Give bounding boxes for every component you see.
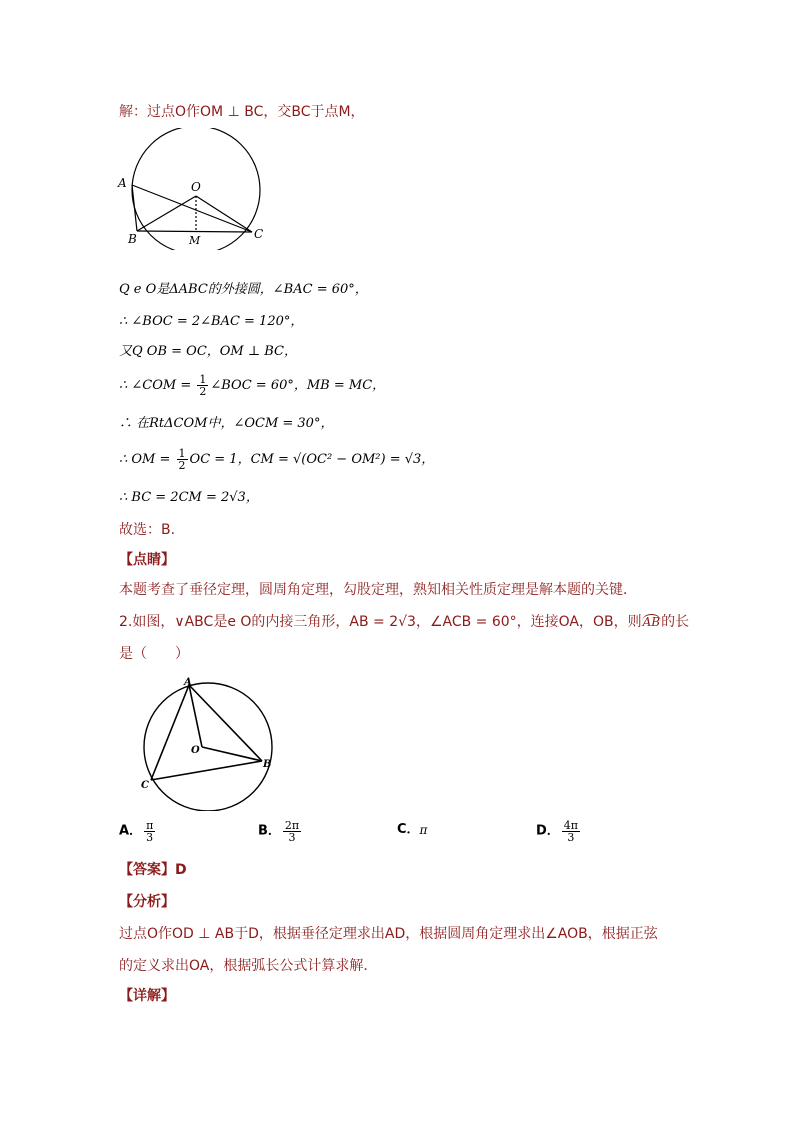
label-A: A [184,677,192,688]
segment-OA [189,685,202,747]
step-6 [119,448,434,472]
label-C: C [254,227,264,241]
option-D-fraction: $\frac{4\pi}{3}$ [563,819,579,844]
option-B-fraction: $\frac{2\pi}{3}$ [284,819,300,844]
option-A-fraction: $\frac{\pi}{3}$ [146,819,154,844]
analysis-heading: 【分析】 [119,894,175,910]
segment-OB [202,747,262,761]
point-text: 本题考查了垂径定理，圆周角定理，勾股定理，熟知相关性质定理是解本题的关键． [119,582,637,598]
figure-1 [114,128,274,250]
option-D[interactable]: D． $\frac{4\pi}{3}$ [536,819,579,844]
label-M: M [189,234,201,247]
step-4-start: ∴ ∠COM = [119,378,196,393]
step-4-rest: ∠BOC = 60°，MB = MC， [210,378,386,393]
question-2-line2: 是（ ） [119,646,189,662]
option-A[interactable]: A． $\frac{\pi}{3}$ [119,819,154,844]
step-5: ∴ 在RtΔCOM中，∠OCM = 30°， [119,416,334,431]
detail-heading: 【详解】 [119,988,175,1004]
point-heading: 【点睛】 [119,552,175,568]
segment-AC [151,685,189,780]
option-C-value: π [419,823,428,837]
step-4 [119,374,385,398]
step-6-start: ∴ OM = [119,452,175,467]
analysis-line1: 过点O作OD ⊥ AB于D，根据垂径定理求出AD，根据圆周角定理求出∠AOB，根据正弦 [119,926,658,942]
label-A: A [118,176,127,190]
label-O: O [191,180,201,194]
question-2-stem: 2.如图，∨ABC是e O的内接三角形，AB = 2√3，∠ACB = 60°，连接OA，OB，则 [119,614,642,630]
segment-AB [189,685,262,761]
fraction-half: $\frac{1}{2}$ [199,373,207,398]
question-2-stem-end: 的长 [661,614,690,630]
analysis-line2: 的定义求出OA，根据弧长公式计算求解． [119,958,378,974]
fraction-half-2: $\frac{1}{2}$ [178,447,186,472]
step-6-mid: OC = 1，CM = [189,452,293,467]
circumcircle-2 [144,683,272,811]
answer-line: 故选：B． [119,522,185,538]
step-3: 又Q OB = OC，OM ⊥ BC， [119,344,297,359]
step-7: ∴ BC = 2CM = 2√3， [119,490,259,505]
figure-2 [135,676,275,811]
option-C[interactable]: C．π [397,822,428,837]
solution-intro: 解：过点O作OM ⊥ BC，交BC于点M， [119,104,365,120]
label-B: B [263,759,272,770]
answer-heading: 【答案】D [119,862,187,878]
segment-BC [137,231,252,232]
label-O: O [191,745,200,756]
segment-AB [132,185,137,231]
step-6-rest: √(OC² − OM²) = √3， [292,452,435,467]
label-C: C [141,780,149,791]
segment-CB [151,761,262,780]
step-1: Q e O是ΔABC的外接圆，∠BAC = 60°， [119,282,368,297]
label-B: B [128,232,137,246]
segment-OB [137,196,196,231]
option-B[interactable]: B． $\frac{2\pi}{3}$ [258,819,300,844]
step-2: ∴ ∠BOC = 2∠BAC = 120°， [119,314,304,329]
arc-AB: AB [642,615,661,629]
question-2-line1 [119,612,689,632]
